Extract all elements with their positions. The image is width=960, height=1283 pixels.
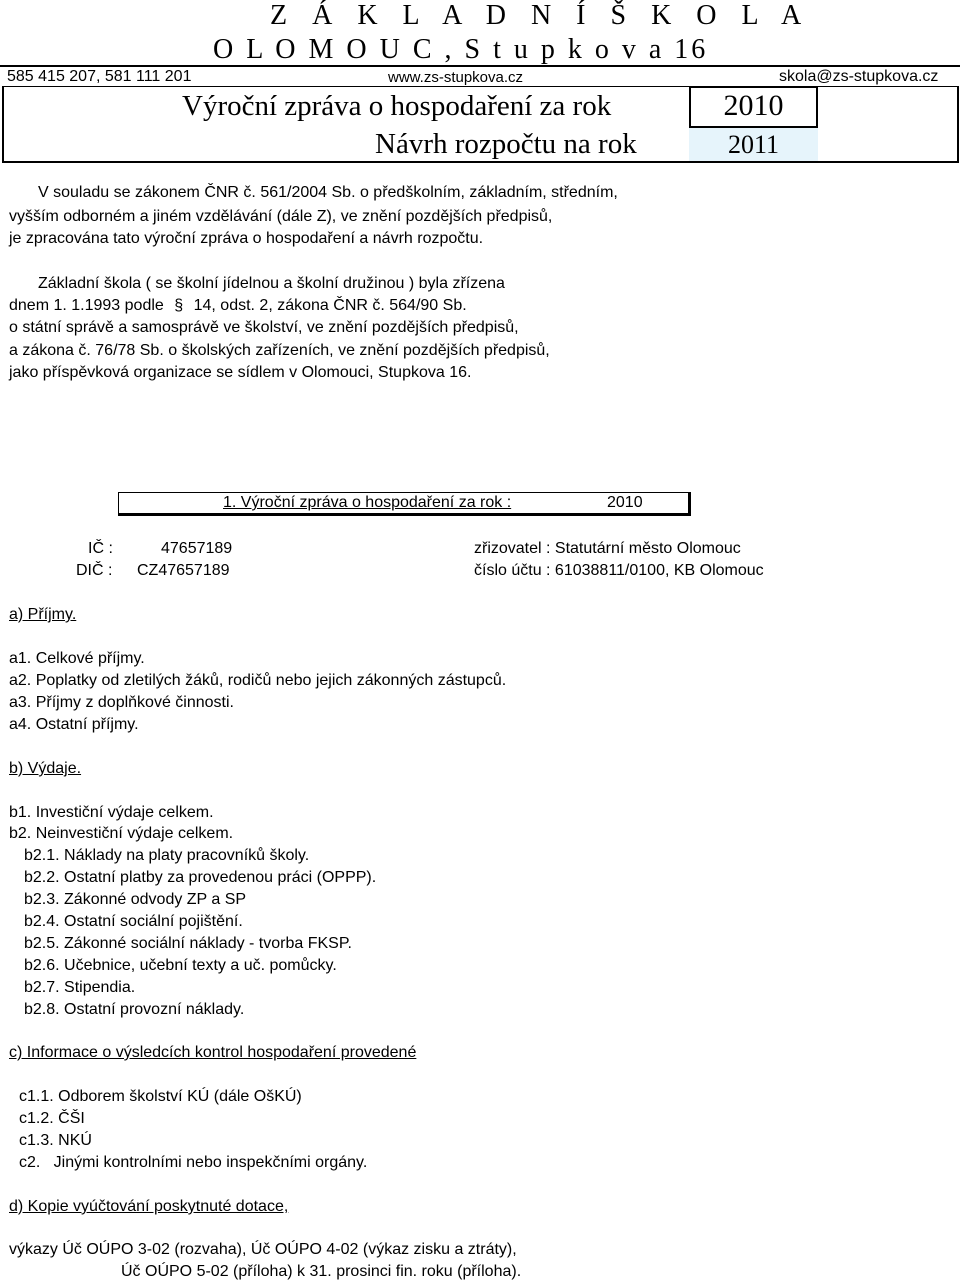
- controls-heading: c) Informace o výsledcích kontrol hospodaření provedené: [9, 1044, 417, 1061]
- control-item-c2: c2. Jinými kontrolními nebo inspekčními orgány.: [19, 1154, 368, 1171]
- dic-label: DIČ :: [76, 562, 113, 579]
- expense-item-b2: b2. Neinvestiční výdaje celkem.: [9, 825, 234, 842]
- founding-line-3: o státní správě a samosprávě ve školství, ve znění pozdějších předpisů,: [9, 319, 519, 336]
- school-address: O L O M O U C , S t u p k o v a 16: [213, 34, 709, 65]
- ic-label: IČ :: [88, 540, 113, 557]
- income-item-a1: a1. Celkové příjmy.: [9, 650, 145, 667]
- intro-line-2: vyšším odborném a jiném vzdělávání (dále Z), ve znění pozdějších předpisů,: [9, 208, 553, 225]
- section-1-year: 2010: [607, 494, 643, 511]
- report-label: Výroční zpráva o hospodaření za rok: [182, 90, 612, 122]
- income-item-a2: a2. Poplatky od zletilých žáků, rodičů nebo jejich zákonných zástupců.: [9, 672, 507, 689]
- control-item-c1-1: c1.1. Odborem školství KÚ (dále OšKÚ): [19, 1088, 302, 1105]
- copies-line-2: Úč OÚPO 5-02 (příloha) k 31. prosinci fin. roku (příloha).: [121, 1263, 522, 1280]
- copies-line-1: výkazy Úč OÚPO 3-02 (rozvaha), Úč OÚPO 4-02 (výkaz zisku a ztráty),: [9, 1241, 517, 1258]
- founding-line-4: a zákona č. 76/78 Sb. o školských zařízeních, ve znění pozdějších předpisů,: [9, 342, 550, 359]
- expense-subitem-b2-6: b2.6. Učebnice, učební texty a uč. pomůcky.: [24, 957, 337, 974]
- founding-date: dnem 1. 1.1993 podle: [9, 297, 164, 314]
- expense-subitem-b2-4: b2.4. Ostatní sociální pojištění.: [24, 913, 243, 930]
- school-name: Z Á K L A D N Í Š K O L A: [270, 0, 811, 31]
- bank-account: číslo účtu : 61038811/0100, KB Olomouc: [474, 562, 764, 579]
- control-item-c1-3: c1.3. NKÚ: [19, 1132, 92, 1149]
- website-link[interactable]: www.zs-stupkova.cz: [388, 69, 524, 86]
- expense-subitem-b2-1: b2.1. Náklady na platy pracovníků školy.: [24, 847, 310, 864]
- expense-subitem-b2-8: b2.8. Ostatní provozní náklady.: [24, 1001, 245, 1018]
- founding-line-5: jako příspěvková organizace se sídlem v Olomouci, Stupkova 16.: [9, 364, 472, 381]
- expense-item-b1: b1. Investiční výdaje celkem.: [9, 804, 214, 821]
- section-1-label: 1. Výroční zpráva o hospodaření za rok :: [223, 494, 512, 511]
- income-item-a4: a4. Ostatní příjmy.: [9, 716, 139, 733]
- expenses-heading: b) Výdaje.: [9, 760, 82, 777]
- founding-line-2: [9, 297, 467, 315]
- founding-law: 14, odst. 2, zákona ČNR č. 564/90 Sb.: [193, 297, 467, 314]
- expense-subitem-b2-5: b2.5. Zákonné sociální náklady - tvorba FKSP.: [24, 935, 352, 952]
- founder: zřizovatel : Statutární město Olomouc: [474, 540, 741, 557]
- dic-value: CZ47657189: [137, 562, 230, 579]
- email-link[interactable]: skola@zs-stupkova.cz: [779, 68, 939, 85]
- report-year: 2010: [723, 89, 784, 122]
- expense-subitem-b2-3: b2.3. Zákonné odvody ZP a SP: [24, 891, 247, 908]
- income-heading: a) Příjmy.: [9, 606, 77, 623]
- founding-line-1: Základní škola ( se školní jídelnou a školní družinou ) byla zřízena: [38, 275, 505, 292]
- budget-year: 2011: [727, 130, 780, 159]
- copies-heading: d) Kopie vyúčtování poskytnuté dotace,: [9, 1198, 289, 1215]
- control-item-c1-2: c1.2. ČŠI: [19, 1110, 85, 1127]
- intro-line-3: je zpracována tato výroční zpráva o hospodaření a návrh rozpočtu.: [9, 230, 484, 247]
- intro-line-1: V souladu se zákonem ČNR č. 561/2004 Sb. o předškolním, základním, středním,: [38, 184, 618, 201]
- budget-label: Návrh rozpočtu na rok: [375, 128, 637, 160]
- income-item-a3: a3. Příjmy z doplňkové činnosti.: [9, 694, 234, 711]
- expense-subitem-b2-2: b2.2. Ostatní platby za provedenou práci (OPPP).: [24, 869, 377, 886]
- section-symbol: §: [174, 297, 184, 314]
- expense-subitem-b2-7: b2.7. Stipendia.: [24, 979, 136, 996]
- phone-numbers: 585 415 207, 581 111 201: [7, 68, 192, 85]
- ic-value: 47657189: [161, 540, 233, 557]
